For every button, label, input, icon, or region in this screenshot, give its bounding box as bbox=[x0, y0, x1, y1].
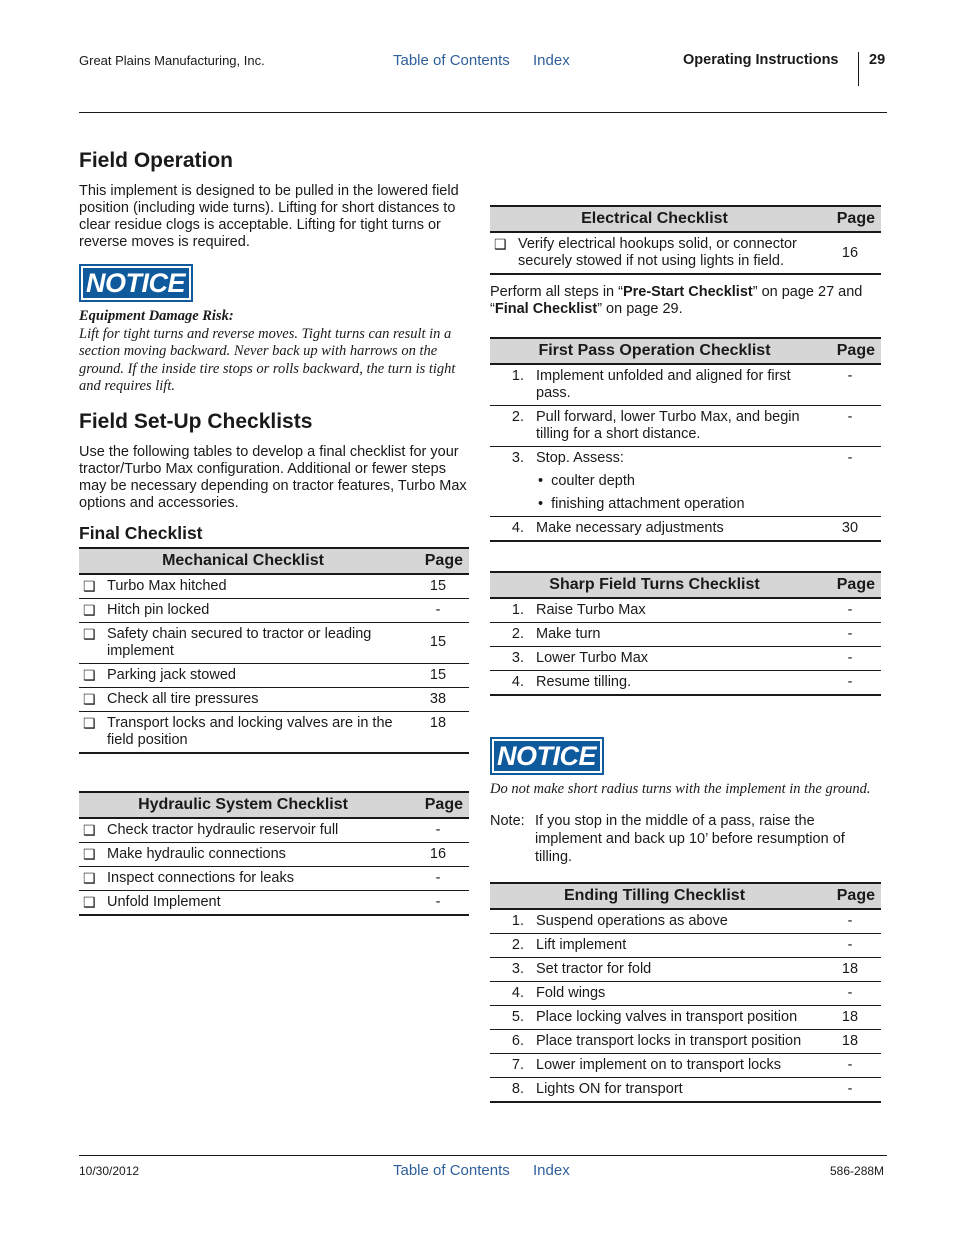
checkbox-icon: ❑ bbox=[79, 866, 103, 890]
checkbox-icon: ❑ bbox=[79, 663, 103, 687]
table-row bbox=[490, 517, 881, 542]
page-ref: 18 bbox=[407, 711, 469, 753]
page-ref: - bbox=[819, 933, 881, 957]
setup-title: Field Set-Up Checklists bbox=[79, 409, 313, 433]
perform-text-1: Perform all steps in “ bbox=[490, 284, 623, 300]
checklist-item: Turbo Max hitched bbox=[103, 574, 407, 599]
ending-checklist-header: Ending Tilling Checklist bbox=[490, 883, 819, 909]
sharp-turns-page-header: Page bbox=[819, 572, 881, 598]
note bbox=[490, 812, 881, 866]
checkbox-icon: ❑ bbox=[79, 687, 103, 711]
notice-box bbox=[79, 264, 469, 302]
page-ref: - bbox=[819, 447, 881, 517]
checkbox-icon: ❑ bbox=[490, 232, 514, 274]
step-number: 3. bbox=[490, 957, 532, 981]
table-row bbox=[79, 711, 469, 753]
table-row bbox=[490, 1005, 881, 1029]
page-ref: - bbox=[819, 364, 881, 406]
checklist-item: Implement unfolded and aligned for first pass. bbox=[532, 364, 819, 406]
page-ref: 18 bbox=[819, 1029, 881, 1053]
page-ref: 38 bbox=[407, 687, 469, 711]
setup-body: Use the following tables to develop a final checklist for your tractor/Turbo Max configuration. Additional or fewer steps may be necessary depending on tractor features, Turbo Max options and accessories. bbox=[79, 443, 467, 511]
page-ref: - bbox=[819, 598, 881, 623]
footer-toc-link[interactable]: Table of Contents bbox=[393, 1162, 510, 1179]
bullet-item: • coulter depth bbox=[536, 473, 815, 490]
right-column bbox=[490, 205, 881, 1103]
page-ref: - bbox=[819, 671, 881, 696]
page-ref: - bbox=[407, 890, 469, 915]
table-row bbox=[490, 1053, 881, 1077]
ending-checklist-table bbox=[490, 882, 881, 1103]
header-divider bbox=[858, 52, 859, 86]
page-ref: 16 bbox=[407, 842, 469, 866]
step-number: 7. bbox=[490, 1053, 532, 1077]
table-row bbox=[490, 1077, 881, 1102]
table-row bbox=[490, 364, 881, 406]
hydraulic-checklist-body bbox=[79, 818, 469, 915]
bullet-item: • finishing attachment operation bbox=[536, 496, 815, 513]
table-row bbox=[79, 890, 469, 915]
checklist-item: Unfold Implement bbox=[103, 890, 407, 915]
table-row bbox=[79, 842, 469, 866]
checklist-item: Pull forward, lower Turbo Max, and begin tilling for a short distance. bbox=[532, 406, 819, 447]
table-row bbox=[490, 933, 881, 957]
page-ref: - bbox=[819, 406, 881, 447]
checklist-item: Safety chain secured to tractor or leading implement bbox=[103, 622, 407, 663]
step-number: 1. bbox=[490, 364, 532, 406]
checkbox-icon: ❑ bbox=[79, 818, 103, 843]
header-toc-link[interactable]: Table of Contents bbox=[393, 52, 510, 69]
page-ref: 16 bbox=[819, 232, 881, 274]
footer-rule bbox=[79, 1155, 887, 1156]
checklist-item: Lights ON for transport bbox=[532, 1077, 819, 1102]
checklist-item: Lower implement on to transport locks bbox=[532, 1053, 819, 1077]
header-page-number: 29 bbox=[869, 52, 886, 68]
notice-text-2: Do not make short radius turns with the implement in the ground. bbox=[490, 781, 871, 797]
step-number: 4. bbox=[490, 671, 532, 696]
page-ref: 15 bbox=[407, 574, 469, 599]
header-section-title: Operating Instructions bbox=[683, 52, 839, 68]
page-ref: - bbox=[407, 818, 469, 843]
electrical-checklist-table bbox=[490, 205, 881, 275]
notice-content bbox=[79, 308, 469, 396]
step-number: 6. bbox=[490, 1029, 532, 1053]
field-operation-title: Field Operation bbox=[79, 149, 234, 172]
first-pass-checklist-table bbox=[490, 337, 881, 542]
checkbox-icon: ❑ bbox=[79, 842, 103, 866]
checklist-item: Raise Turbo Max bbox=[532, 598, 819, 623]
electrical-checklist-header: Electrical Checklist bbox=[490, 206, 819, 232]
ending-page-header: Page bbox=[819, 883, 881, 909]
step-number: 4. bbox=[490, 981, 532, 1005]
notice-badge bbox=[490, 737, 604, 775]
table-row bbox=[79, 818, 469, 843]
page-ref: 30 bbox=[819, 517, 881, 542]
notice-label: NOTICE bbox=[492, 739, 602, 773]
step-number: 8. bbox=[490, 1077, 532, 1102]
checkbox-icon: ❑ bbox=[79, 598, 103, 622]
notice-box-2 bbox=[490, 737, 881, 775]
electrical-page-header: Page bbox=[819, 206, 881, 232]
first-pass-checklist-body bbox=[490, 364, 881, 541]
page-ref: - bbox=[819, 647, 881, 671]
ending-checklist-body bbox=[490, 909, 881, 1102]
step-number: 2. bbox=[490, 933, 532, 957]
page-ref: 15 bbox=[407, 622, 469, 663]
checklist-item: Lower Turbo Max bbox=[532, 647, 819, 671]
header-rule bbox=[79, 112, 887, 113]
checklist-item: Set tractor for fold bbox=[532, 957, 819, 981]
footer-index-link[interactable]: Index bbox=[533, 1162, 570, 1179]
checklist-item: Verify electrical hookups solid, or connector securely stowed if not using lights in field. bbox=[514, 232, 819, 274]
header-index-link[interactable]: Index bbox=[533, 52, 570, 69]
step-number: 1. bbox=[490, 909, 532, 934]
field-operation-body: This implement is designed to be pulled in the lowered field position (including wide turns). Lifting for short distances to clear residue clogs is acceptable. Lifting for tight turns or reverse moves is required. bbox=[79, 183, 459, 250]
hydraulic-checklist-table bbox=[79, 791, 469, 916]
table-row bbox=[490, 981, 881, 1005]
notice-label: NOTICE bbox=[81, 266, 191, 300]
checklist-item: Place transport locks in transport position bbox=[532, 1029, 819, 1053]
first-pass-checklist-header: First Pass Operation Checklist bbox=[490, 338, 819, 364]
step-number: 2. bbox=[490, 406, 532, 447]
electrical-checklist-body bbox=[490, 232, 881, 274]
checklist-item: Make necessary adjustments bbox=[532, 517, 819, 542]
step-number: 3. bbox=[490, 647, 532, 671]
step-number: 1. bbox=[490, 598, 532, 623]
hydraulic-page-header: Page bbox=[407, 792, 469, 818]
footer-doc-number: 586-288M bbox=[830, 1164, 885, 1178]
sharp-turns-checklist-table bbox=[490, 571, 881, 696]
table-row bbox=[490, 232, 881, 274]
footer-date: 10/30/2012 bbox=[79, 1164, 140, 1178]
perform-text-2: ” on page 27 and “ bbox=[490, 284, 863, 317]
checklist-item bbox=[532, 447, 819, 517]
checklist-item: Inspect connections for leaks bbox=[103, 866, 407, 890]
checklist-item: Transport locks and locking valves are in the field position bbox=[103, 711, 407, 753]
left-column bbox=[79, 148, 469, 916]
step-number: 4. bbox=[490, 517, 532, 542]
checkbox-icon: ❑ bbox=[79, 890, 103, 915]
checklist-item: Suspend operations as above bbox=[532, 909, 819, 934]
table-row bbox=[79, 663, 469, 687]
page-ref: - bbox=[819, 1053, 881, 1077]
first-pass-page-header: Page bbox=[819, 338, 881, 364]
page-ref: - bbox=[819, 909, 881, 934]
table-row bbox=[490, 406, 881, 447]
checklist-item: Check all tire pressures bbox=[103, 687, 407, 711]
checklist-item: Check tractor hydraulic reservoir full bbox=[103, 818, 407, 843]
table-row bbox=[490, 909, 881, 934]
page-ref: - bbox=[407, 866, 469, 890]
checkbox-icon: ❑ bbox=[79, 622, 103, 663]
header-company: Great Plains Manufacturing, Inc. bbox=[79, 53, 265, 68]
mechanical-checklist-body bbox=[79, 574, 469, 753]
page-ref: 15 bbox=[407, 663, 469, 687]
table-row bbox=[79, 866, 469, 890]
table-row bbox=[490, 957, 881, 981]
sharp-turns-checklist-header: Sharp Field Turns Checklist bbox=[490, 572, 819, 598]
note-text: If you stop in the middle of a pass, raise the implement and back up 10’ before resumption of tilling. bbox=[535, 812, 845, 865]
note-label: Note: bbox=[490, 812, 525, 829]
page-ref: - bbox=[819, 981, 881, 1005]
table-row bbox=[79, 687, 469, 711]
final-checklist-title: Final Checklist bbox=[79, 522, 203, 543]
mechanical-page-header: Page bbox=[407, 548, 469, 574]
table-row bbox=[490, 671, 881, 696]
perform-steps-text bbox=[490, 284, 881, 318]
table-row bbox=[79, 622, 469, 663]
final-checklist-ref: Final Checklist bbox=[494, 301, 598, 317]
checkbox-icon: ❑ bbox=[79, 711, 103, 753]
mechanical-checklist-table bbox=[79, 547, 469, 754]
checklist-item: Hitch pin locked bbox=[103, 598, 407, 622]
checklist-item: Resume tilling. bbox=[532, 671, 819, 696]
checklist-item: Place locking valves in transport position bbox=[532, 1005, 819, 1029]
mechanical-checklist-header: Mechanical Checklist bbox=[79, 548, 407, 574]
page-ref: 18 bbox=[819, 1005, 881, 1029]
table-row bbox=[490, 447, 881, 517]
checklist-item: Fold wings bbox=[532, 981, 819, 1005]
notice-heading: Equipment Damage Risk: bbox=[79, 308, 234, 324]
sharp-turns-checklist-body bbox=[490, 598, 881, 695]
hydraulic-checklist-header: Hydraulic System Checklist bbox=[79, 792, 407, 818]
step-number: 5. bbox=[490, 1005, 532, 1029]
checkbox-icon: ❑ bbox=[79, 574, 103, 599]
table-row bbox=[490, 1029, 881, 1053]
pre-start-ref: Pre-Start Checklist bbox=[622, 284, 753, 300]
checklist-item-text: Stop. Assess: bbox=[536, 450, 624, 466]
step-number: 2. bbox=[490, 623, 532, 647]
checklist-item: Lift implement bbox=[532, 933, 819, 957]
step-number: 3. bbox=[490, 447, 532, 517]
table-row bbox=[79, 598, 469, 622]
page-ref: - bbox=[819, 1077, 881, 1102]
table-row bbox=[490, 647, 881, 671]
table-row bbox=[490, 598, 881, 623]
page-ref: - bbox=[819, 623, 881, 647]
checklist-item: Make hydraulic connections bbox=[103, 842, 407, 866]
checklist-item: Parking jack stowed bbox=[103, 663, 407, 687]
table-row bbox=[490, 623, 881, 647]
notice-badge bbox=[79, 264, 193, 302]
page-ref: - bbox=[407, 598, 469, 622]
perform-text-3: ” on page 29. bbox=[597, 301, 683, 317]
page-ref: 18 bbox=[819, 957, 881, 981]
table-row bbox=[79, 574, 469, 599]
checklist-item: Make turn bbox=[532, 623, 819, 647]
notice-text: Lift for tight turns and reverse moves. Tight turns can result in a section moving backward. Never back up with harrows on the ground. If the inside tire stops or rolls backward, the turn is tight and requires lift. bbox=[79, 325, 456, 394]
